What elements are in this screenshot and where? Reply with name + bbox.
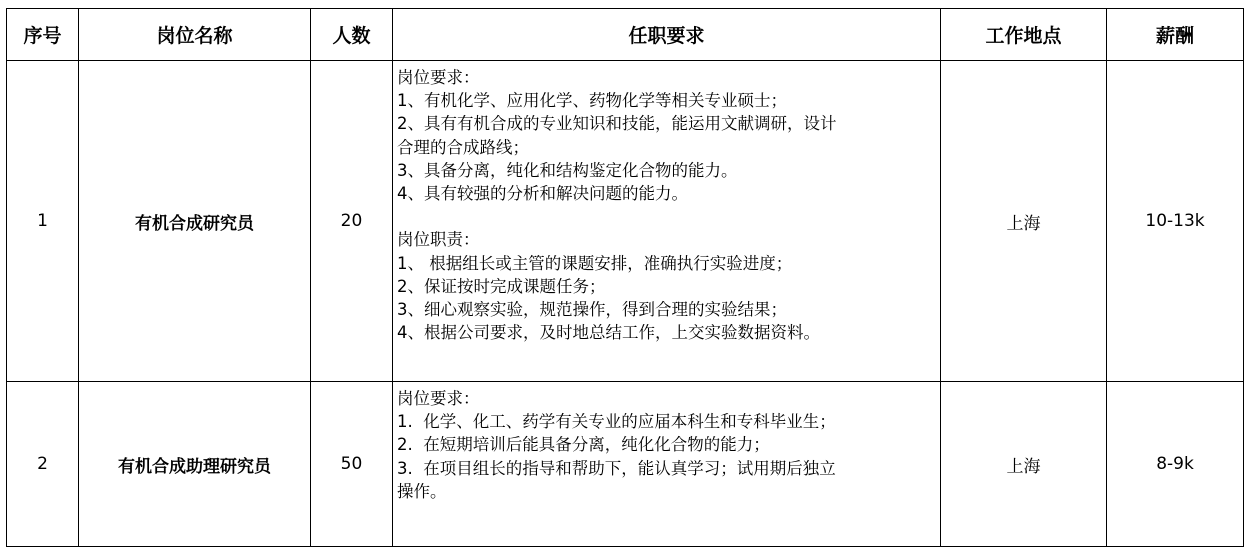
requirement-line: 岗位要求：: [397, 68, 480, 87]
requirement-line: 操作。: [397, 481, 447, 501]
requirement-line: 3、细心观察实验，规范操作，得到合理的实验结果；: [397, 300, 787, 320]
cell-position: 有机合成研究员: [79, 61, 311, 382]
cell-seq: 1: [7, 61, 79, 382]
header-location: 工作地点: [941, 9, 1107, 61]
cell-count: 20: [311, 61, 393, 382]
requirement-line: 1. 化学、化工、药学有关专业的应届本科生和专科毕业生；: [397, 412, 836, 432]
requirement-line: 1、有机化学、应用化学、药物化学等相关专业硕士；: [397, 91, 787, 111]
cell-salary: 10-13k: [1107, 61, 1244, 382]
requirement-line: 2、保证按时完成课题任务；: [397, 276, 606, 296]
cell-location: 上海: [941, 61, 1107, 382]
requirement-line: 2. 在短期培训后能具备分离，纯化化合物的能力；: [397, 435, 770, 455]
header-seq: 序号: [7, 9, 79, 61]
table-row: [7, 61, 1244, 382]
requirement-line: 合理的合成路线；: [397, 137, 529, 157]
requirement-line: 4、具有较强的分析和解决问题的能力。: [397, 184, 688, 204]
requirement-line: [397, 205, 936, 228]
header-requirements: 任职要求: [393, 9, 941, 61]
requirement-line: 3、具备分离，纯化和结构鉴定化合物的能力。: [397, 160, 738, 180]
requirement-line: 2、具有有机合成的专业知识和技能，能运用文献调研，设计: [397, 114, 837, 134]
cell-requirements: [393, 61, 941, 382]
cell-position: 有机合成助理研究员: [79, 382, 311, 547]
table-row: [7, 382, 1244, 547]
header-row: [7, 9, 1244, 61]
requirement-line: 4、根据公司要求，及时地总结工作，上交实验数据资料。: [397, 323, 820, 343]
requirement-line: 岗位要求：: [397, 389, 480, 408]
cell-salary: 8-9k: [1107, 382, 1244, 547]
requirement-line: 1、 根据组长或主管的课题安排，准确执行实验进度；: [397, 253, 793, 273]
header-salary: 薪酬: [1107, 9, 1244, 61]
requirement-line: 岗位职责：: [397, 230, 480, 250]
cell-count: 50: [311, 382, 393, 547]
cell-seq: 2: [7, 382, 79, 547]
header-position: 岗位名称: [79, 9, 311, 61]
job-table: [6, 8, 1244, 547]
cell-requirements: [393, 382, 941, 547]
cell-location: 上海: [941, 382, 1107, 547]
header-count: 人数: [311, 9, 393, 61]
requirement-line: 3. 在项目组长的指导和帮助下，能认真学习；试用期后独立: [397, 458, 836, 478]
